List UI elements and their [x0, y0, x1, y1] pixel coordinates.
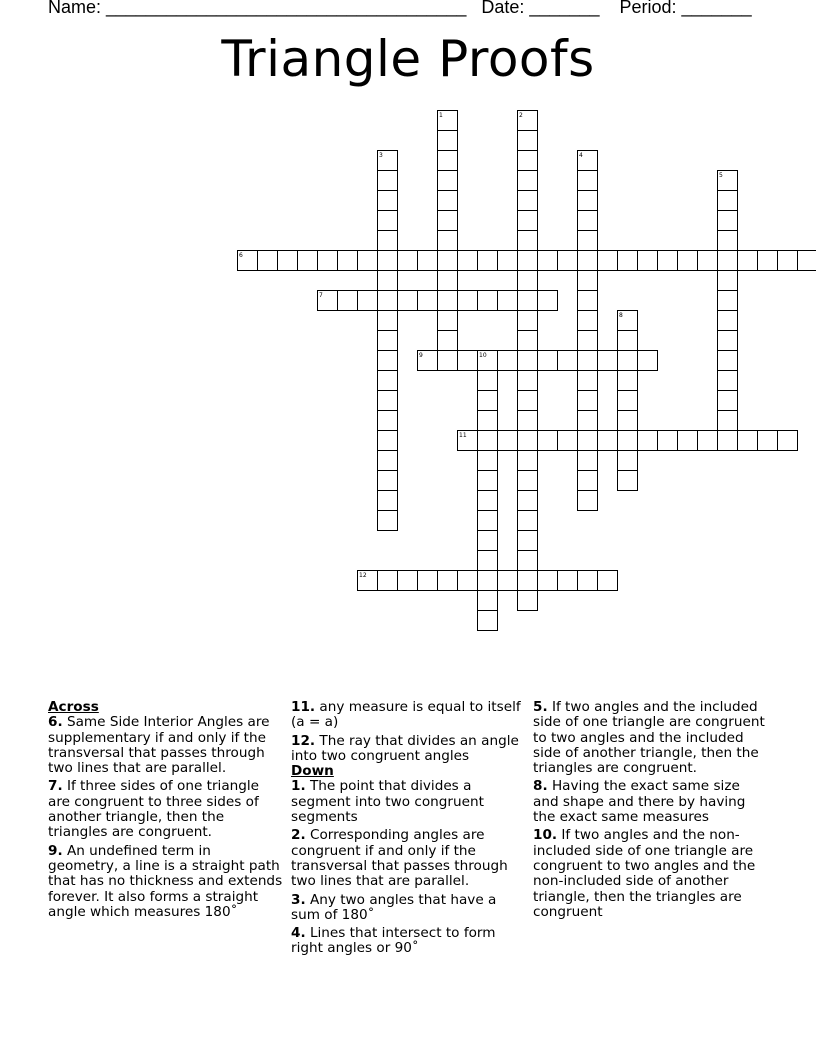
grid-cell[interactable] [518, 431, 538, 451]
grid-cell[interactable] [558, 251, 578, 271]
grid-cell[interactable] [798, 251, 816, 271]
grid-cell[interactable] [378, 271, 398, 291]
grid-cell[interactable] [398, 291, 418, 311]
grid-cell[interactable] [478, 371, 498, 391]
grid-cell[interactable] [358, 291, 378, 311]
grid-cell[interactable] [718, 391, 738, 411]
grid-cell[interactable] [378, 231, 398, 251]
grid-cell[interactable] [538, 251, 558, 271]
grid-cell[interactable] [378, 191, 398, 211]
grid-cell[interactable] [478, 591, 498, 611]
grid-cell[interactable] [378, 411, 398, 431]
grid-cell[interactable] [578, 391, 598, 411]
grid-cell[interactable] [618, 411, 638, 431]
grid-cell[interactable] [378, 471, 398, 491]
grid-cell[interactable] [498, 251, 518, 271]
grid-cell[interactable] [438, 131, 458, 151]
grid-cell[interactable] [578, 371, 598, 391]
clue-number-6: 6 [239, 252, 243, 259]
grid-cell[interactable] [478, 531, 498, 551]
grid-cell[interactable] [398, 251, 418, 271]
clues-column-1 [48, 700, 284, 923]
grid-cell[interactable] [538, 431, 558, 451]
grid-cell[interactable] [518, 451, 538, 471]
grid-cell[interactable] [758, 251, 778, 271]
grid-cell[interactable] [478, 451, 498, 471]
grid-cell[interactable] [578, 171, 598, 191]
grid-cell[interactable] [578, 311, 598, 331]
grid-cell[interactable] [338, 291, 358, 311]
grid-cell[interactable] [718, 311, 738, 331]
grid-cell[interactable] [578, 271, 598, 291]
grid-cell[interactable] [458, 351, 478, 371]
grid-cell[interactable] [738, 251, 758, 271]
grid-cell[interactable] [418, 571, 438, 591]
grid-cell[interactable] [638, 431, 658, 451]
grid-cell[interactable] [378, 371, 398, 391]
grid-cell[interactable] [518, 251, 538, 271]
name-date-period-line: Name: ____________________________________ Date: _______ Period: _______ [48, 0, 752, 17]
grid-cell[interactable] [418, 251, 438, 271]
grid-cell[interactable] [578, 491, 598, 511]
grid-cell[interactable] [478, 471, 498, 491]
clue-down-4: 4. Lines that intersect to form right angles or 90˚ [291, 925, 496, 957]
grid-cell[interactable] [398, 571, 418, 591]
grid-cell[interactable] [478, 391, 498, 411]
grid-cell[interactable] [718, 211, 738, 231]
clue-across-9: 9. An undefined term in geometry, a line is a straight path that has no thickness and extends forever. It also forms a straight angle which measures 180˚ [48, 842, 283, 920]
grid-cell[interactable] [618, 431, 638, 451]
grid-cell[interactable] [678, 251, 698, 271]
grid-cell[interactable] [658, 251, 678, 271]
grid-cell[interactable] [618, 371, 638, 391]
clues-column-2 [291, 700, 527, 960]
grid-cell[interactable] [478, 251, 498, 271]
grid-cell[interactable] [538, 351, 558, 371]
grid-cell[interactable] [618, 451, 638, 471]
grid-cell[interactable] [518, 371, 538, 391]
grid-cell[interactable] [638, 251, 658, 271]
grid-cell[interactable] [558, 431, 578, 451]
grid-cell[interactable] [718, 231, 738, 251]
grid-cell[interactable] [458, 291, 478, 311]
grid-cell[interactable] [758, 431, 778, 451]
grid-cell[interactable] [538, 571, 558, 591]
clue-across-12: 12. The ray that divides an angle into two congruent angles [291, 732, 519, 764]
grid-cell[interactable] [718, 251, 738, 271]
clue-number-12: 12 [359, 572, 367, 579]
clue-number-5: 5 [719, 172, 723, 179]
grid-cell[interactable] [438, 211, 458, 231]
grid-cell[interactable] [478, 491, 498, 511]
grid-cell[interactable] [478, 291, 498, 311]
grid-cell[interactable] [438, 571, 458, 591]
grid-cell[interactable] [518, 531, 538, 551]
grid-cell[interactable] [578, 251, 598, 271]
grid-cell[interactable] [498, 291, 518, 311]
grid-cell[interactable] [378, 331, 398, 351]
grid-cell[interactable] [518, 411, 538, 431]
grid-cell[interactable] [518, 291, 538, 311]
grid-cell[interactable] [578, 571, 598, 591]
grid-cell[interactable] [578, 351, 598, 371]
grid-cell[interactable] [718, 431, 738, 451]
clue-number-11: 11 [459, 432, 467, 439]
clue-across-7: 7. If three sides of one triangle are congruent to three sides of another triangle, then the triangles are congruent. [48, 778, 260, 841]
grid-cell[interactable] [618, 251, 638, 271]
grid-cell[interactable] [378, 251, 398, 271]
grid-cell[interactable] [498, 431, 518, 451]
grid-cell[interactable] [538, 291, 558, 311]
clue-number-10: 10 [479, 352, 487, 359]
grid-cell[interactable] [378, 351, 398, 371]
grid-cell[interactable] [518, 351, 538, 371]
page-title: Triangle Proofs [221, 30, 595, 88]
clue-number-2: 2 [519, 112, 523, 119]
grid-cell[interactable] [258, 251, 278, 271]
grid-cell[interactable] [438, 251, 458, 271]
grid-cell[interactable] [338, 251, 358, 271]
grid-cell[interactable] [578, 451, 598, 471]
grid-cell[interactable] [298, 251, 318, 271]
grid-cell[interactable] [458, 251, 478, 271]
grid-cell[interactable] [478, 511, 498, 531]
grid-cell[interactable] [438, 231, 458, 251]
grid-cell[interactable] [638, 351, 658, 371]
grid-cell[interactable] [518, 551, 538, 571]
grid-cell[interactable] [718, 331, 738, 351]
grid-cell[interactable] [598, 431, 618, 451]
grid-cell[interactable] [438, 191, 458, 211]
grid-cell[interactable] [478, 571, 498, 591]
grid-cell[interactable] [518, 331, 538, 351]
clues-column-3 [533, 700, 769, 923]
grid-cell[interactable] [518, 231, 538, 251]
grid-cell[interactable] [578, 191, 598, 211]
clue-number-4: 4 [579, 152, 583, 159]
grid-cell[interactable] [518, 131, 538, 151]
grid-cell[interactable] [718, 411, 738, 431]
grid-cell[interactable] [618, 351, 638, 371]
clue-number-7: 7 [319, 292, 323, 299]
grid-cell[interactable] [558, 571, 578, 591]
grid-cell[interactable] [518, 271, 538, 291]
grid-cell[interactable] [578, 411, 598, 431]
grid-cell[interactable] [718, 291, 738, 311]
grid-cell[interactable] [618, 331, 638, 351]
grid-cell[interactable] [378, 431, 398, 451]
clue-down-3: 3. Any two angles that have a sum of 180˚ [291, 891, 497, 923]
grid-cell[interactable] [518, 391, 538, 411]
clue-number-8: 8 [619, 312, 623, 319]
grid-cell[interactable] [658, 431, 678, 451]
clue-across-11: 11. any measure is equal to itself (a = a) [291, 699, 521, 731]
clue-number-9: 9 [419, 352, 423, 359]
grid-cell[interactable] [578, 331, 598, 351]
grid-cell[interactable] [718, 371, 738, 391]
clue-down-1: 1. The point that divides a segment into two congruent segments [291, 778, 484, 826]
grid-cell[interactable] [378, 511, 398, 531]
grid-cell[interactable] [518, 151, 538, 171]
grid-cell[interactable] [698, 251, 718, 271]
grid-cell[interactable] [578, 471, 598, 491]
grid-cell[interactable] [598, 351, 618, 371]
grid-cell[interactable] [438, 171, 458, 191]
grid-cell[interactable] [518, 171, 538, 191]
grid-cell[interactable] [598, 571, 618, 591]
grid-cell[interactable] [738, 431, 758, 451]
grid-cell[interactable] [578, 211, 598, 231]
clue-down-10: 10. If two angles and the non-included side of one triangle are congruent to two angles and the non-included side of another triangle, then the triangles are congruent [533, 827, 756, 920]
grid-cell[interactable] [618, 471, 638, 491]
grid-cell[interactable] [378, 171, 398, 191]
grid-cell[interactable] [718, 351, 738, 371]
grid-cell[interactable] [438, 271, 458, 291]
grid-cell[interactable] [578, 431, 598, 451]
grid-cell[interactable] [438, 151, 458, 171]
clue-down-5: 5. If two angles and the included side of one triangle are congruent to two angles and the included side of another triangle, then the triangles are congruent. [533, 699, 765, 777]
clue-number-3: 3 [379, 152, 383, 159]
grid-cell[interactable] [498, 351, 518, 371]
grid-cell[interactable] [478, 431, 498, 451]
grid-cell[interactable] [438, 311, 458, 331]
grid-cell[interactable] [458, 571, 478, 591]
grid-cell[interactable] [478, 551, 498, 571]
clue-down-8: 8. Having the exact same size and shape and there by having the exact same measures [533, 778, 746, 826]
grid-cell[interactable] [438, 291, 458, 311]
grid-cell[interactable] [678, 431, 698, 451]
down-heading: Down [291, 763, 334, 780]
grid-cell[interactable] [578, 231, 598, 251]
grid-cell[interactable] [598, 251, 618, 271]
grid-cell[interactable] [358, 251, 378, 271]
grid-cell[interactable] [378, 491, 398, 511]
grid-cell[interactable] [718, 271, 738, 291]
grid-cell[interactable] [518, 571, 538, 591]
grid-cell[interactable] [518, 511, 538, 531]
grid-cell[interactable] [498, 571, 518, 591]
grid-cell[interactable] [418, 291, 438, 311]
grid-cell[interactable] [518, 591, 538, 611]
grid-cell[interactable] [778, 251, 798, 271]
grid-cell[interactable] [378, 211, 398, 231]
grid-cell[interactable] [578, 291, 598, 311]
grid-cell[interactable] [378, 451, 398, 471]
grid-cell[interactable] [478, 411, 498, 431]
across-heading: Across [48, 699, 99, 715]
grid-cell[interactable] [378, 571, 398, 591]
clue-number-1: 1 [439, 112, 443, 119]
grid-cell[interactable] [518, 491, 538, 511]
grid-cell[interactable] [518, 191, 538, 211]
grid-cell[interactable] [378, 291, 398, 311]
grid-cell[interactable] [778, 431, 798, 451]
grid-cell[interactable] [438, 331, 458, 351]
grid-cell[interactable] [478, 611, 498, 631]
grid-cell[interactable] [278, 251, 298, 271]
clue-across-6: 6. Same Side Interior Angles are supplementary if and only if the transversal that passes through two lines that are parallel. [48, 714, 270, 777]
grid-cell[interactable] [518, 471, 538, 491]
clue-down-2: 2. Corresponding angles are congruent if and only if the transversal that passes through two lines that are parallel. [291, 827, 508, 890]
grid-cell[interactable] [618, 391, 638, 411]
grid-cell[interactable] [518, 211, 538, 231]
grid-cell[interactable] [558, 351, 578, 371]
grid-cell[interactable] [518, 311, 538, 331]
grid-cell[interactable] [698, 431, 718, 451]
grid-cell[interactable] [718, 191, 738, 211]
grid-cell[interactable] [318, 251, 338, 271]
grid-cell[interactable] [438, 351, 458, 371]
grid-cell[interactable] [378, 391, 398, 411]
grid-cell[interactable] [378, 311, 398, 331]
